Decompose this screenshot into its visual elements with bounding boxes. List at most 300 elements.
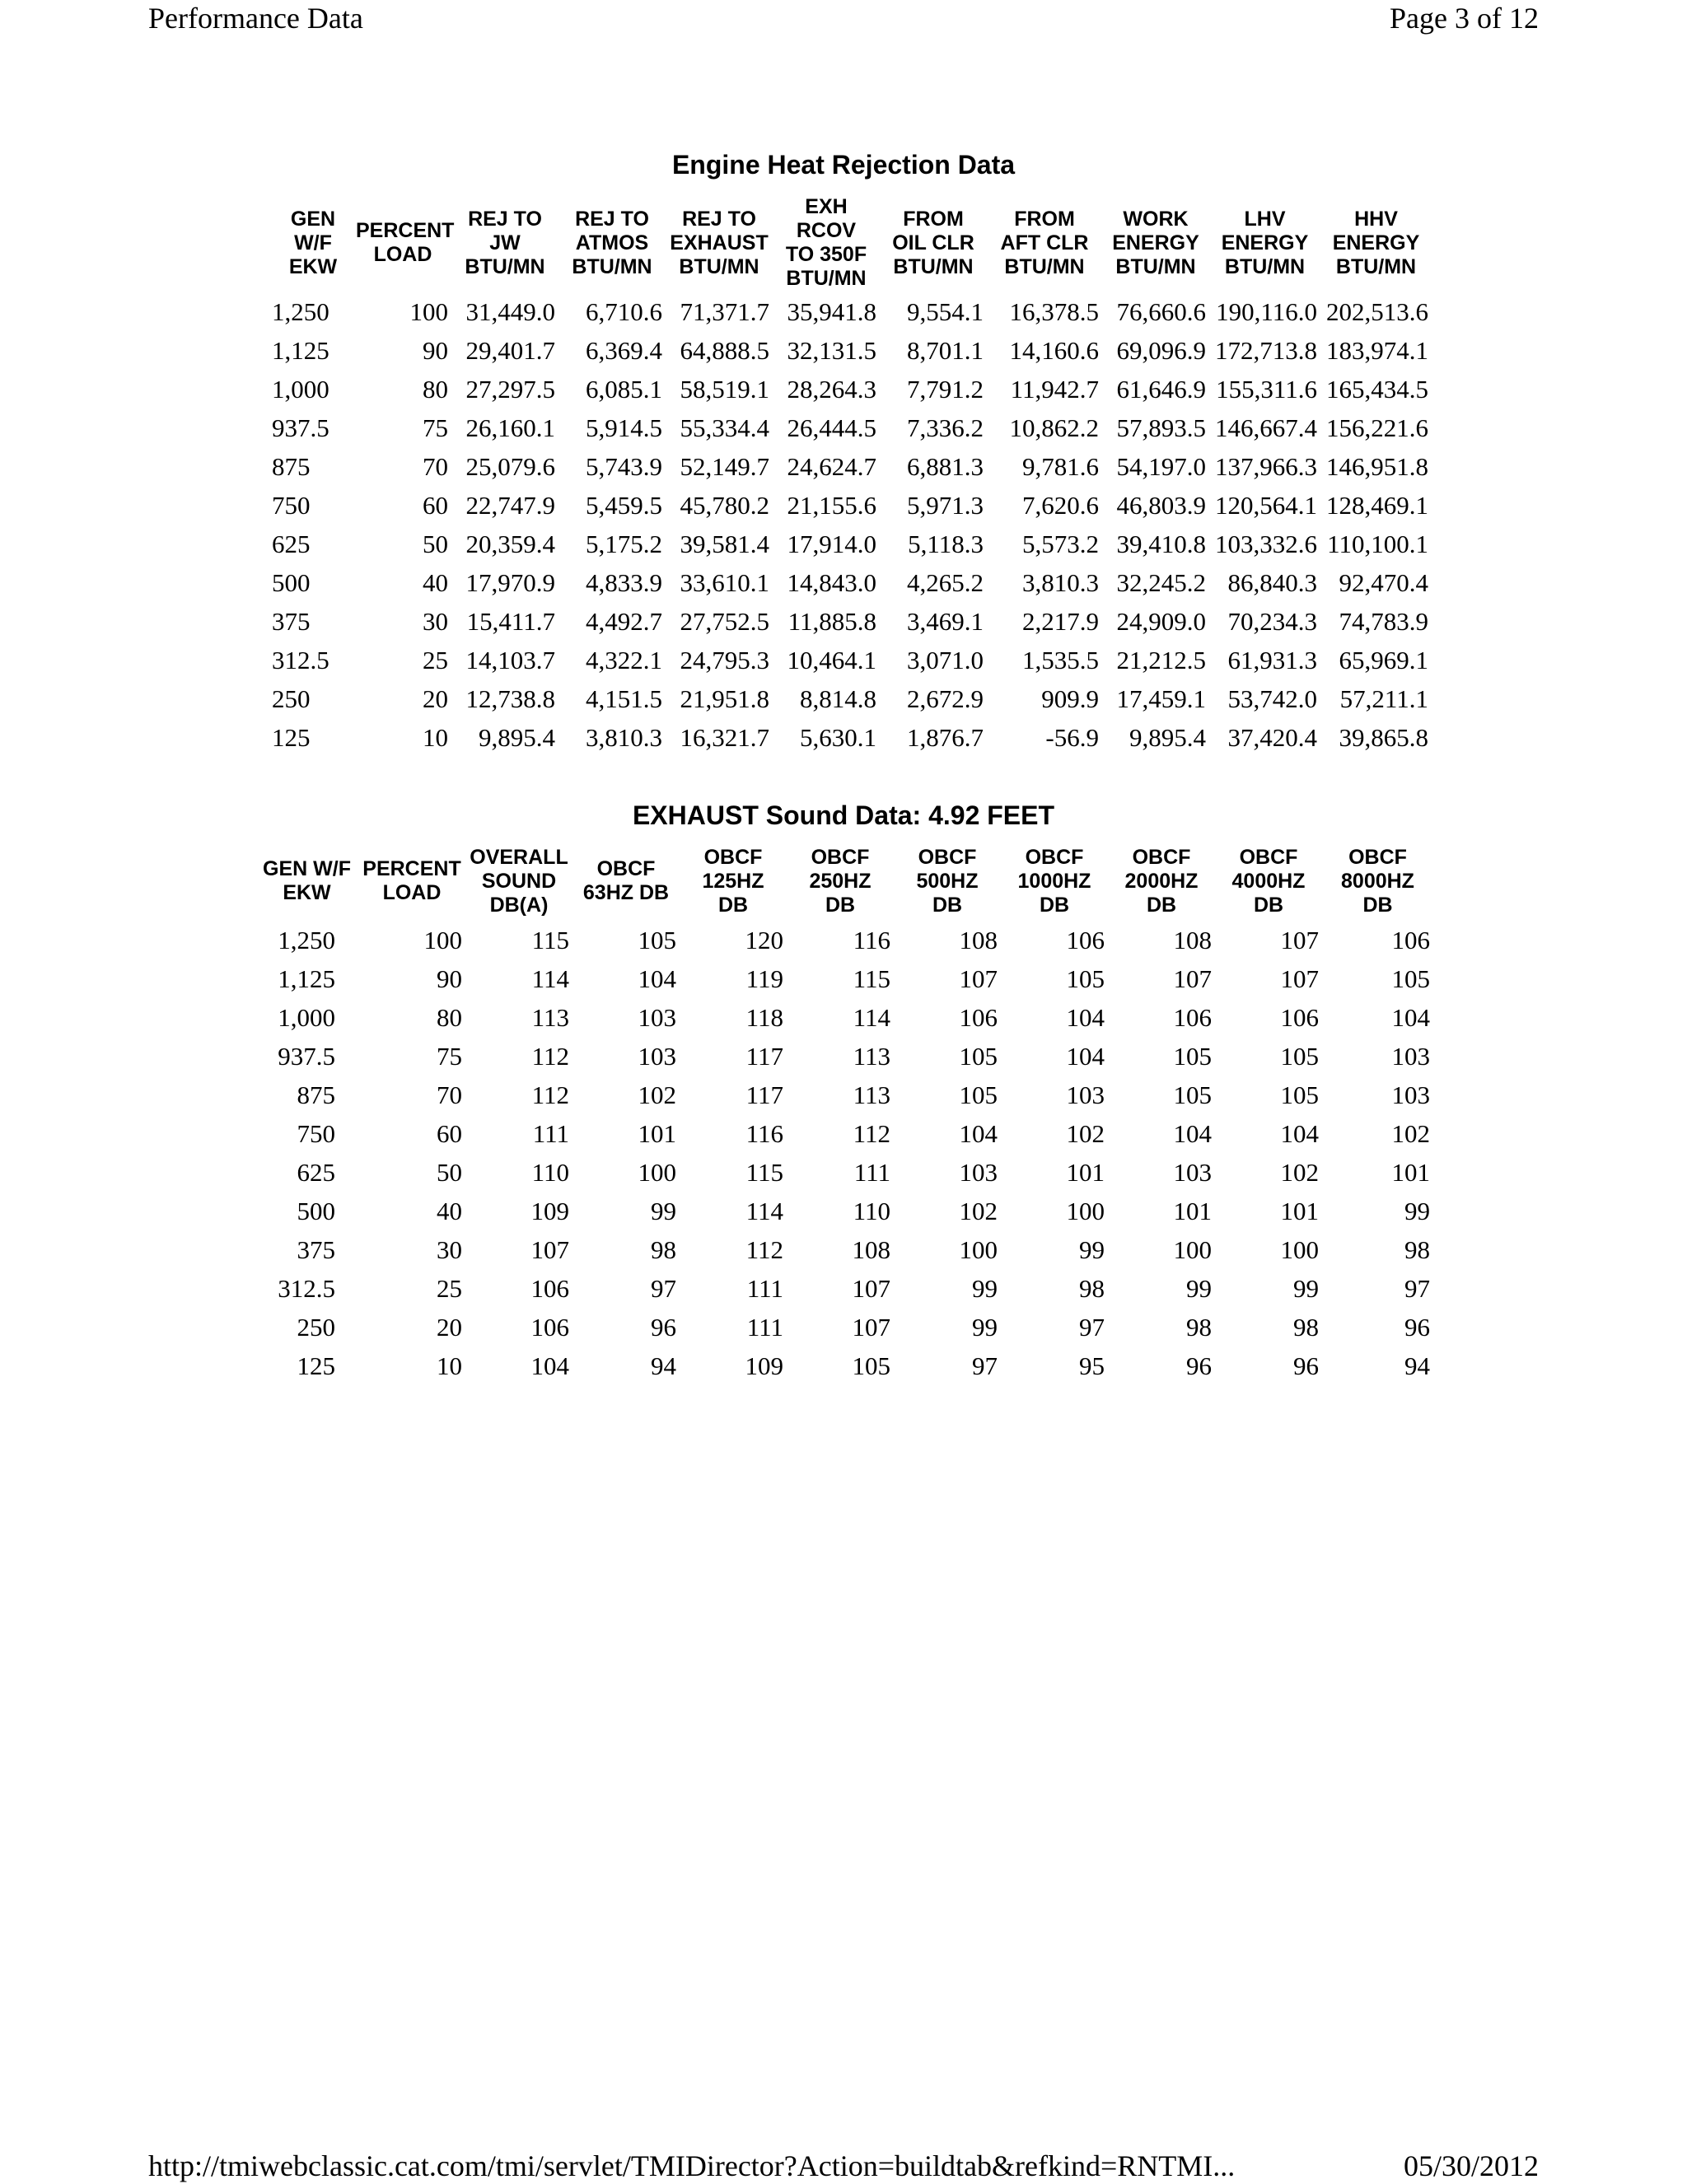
table-cell: 99 — [651, 1196, 676, 1225]
table-cell: 32,131.5 — [787, 335, 876, 365]
exhaust-sound-header-row — [255, 842, 1433, 921]
table-cell: 125 — [297, 1351, 335, 1380]
table-cell: 99 — [1293, 1273, 1319, 1303]
table-cell: 4,833.9 — [586, 567, 662, 597]
table-cell: 27,297.5 — [465, 374, 555, 404]
heat-rejection-title: Engine Heat Rejection Data — [671, 150, 1016, 180]
table-cell: 107 — [852, 1273, 890, 1303]
table-cell: 100 — [959, 1234, 998, 1264]
table-cell: 250 — [272, 684, 311, 713]
heat-rejection-column-header: FROM OIL CLR BTU/MN — [892, 207, 974, 278]
exhaust-sound-column-header: OBCF 63HZ DB — [582, 857, 670, 904]
table-cell: 2,217.9 — [1022, 606, 1099, 636]
table-cell: 183,974.1 — [1326, 335, 1428, 365]
table-row — [255, 959, 1433, 998]
table-cell: 98 — [1079, 1273, 1105, 1303]
table-cell: 22,747.9 — [465, 490, 555, 520]
table-cell: 112 — [853, 1118, 890, 1148]
table-cell: 9,895.4 — [479, 722, 555, 752]
exhaust-sound-column-header: OBCF 4000HZ DB — [1231, 845, 1306, 917]
table-cell: 6,710.6 — [586, 296, 662, 326]
exhaust-sound-column-header: OBCF 2000HZ DB — [1124, 845, 1199, 917]
table-cell: 109 — [745, 1351, 783, 1380]
table-cell: 117 — [745, 1080, 783, 1109]
table-cell: 94 — [651, 1351, 676, 1380]
table-cell: 312.5 — [272, 645, 329, 674]
table-row — [255, 921, 1433, 959]
table-cell: 107 — [530, 1234, 569, 1264]
table-cell: 25,079.6 — [465, 451, 555, 481]
table-cell: 65,969.1 — [1339, 645, 1428, 674]
table-cell: 40 — [437, 1196, 462, 1225]
table-cell: 97 — [1079, 1312, 1105, 1342]
table-cell: 106 — [530, 1273, 569, 1303]
table-cell: 105 — [1280, 1080, 1319, 1109]
table-cell: 14,160.6 — [1009, 335, 1099, 365]
table-cell: 108 — [959, 925, 998, 954]
table-cell: 3,071.0 — [907, 645, 984, 674]
table-cell: 106 — [530, 1312, 569, 1342]
table-cell: 70 — [437, 1080, 462, 1109]
table-cell: 8,814.8 — [800, 684, 876, 713]
table-cell: 57,211.1 — [1339, 684, 1428, 713]
table-cell: 100 — [1066, 1196, 1105, 1225]
table-cell: 39,410.8 — [1116, 529, 1206, 558]
table-row — [255, 998, 1433, 1037]
table-cell: 24,795.3 — [680, 645, 769, 674]
table-cell: 96 — [1404, 1312, 1430, 1342]
table-cell: 98 — [1293, 1312, 1319, 1342]
table-cell: 104 — [1280, 1118, 1319, 1148]
table-cell: 875 — [297, 1080, 335, 1109]
table-cell: 105 — [959, 1080, 998, 1109]
table-cell: 103 — [638, 1041, 676, 1071]
table-cell: 30 — [423, 606, 448, 636]
table-cell: 104 — [1391, 1002, 1430, 1032]
table-cell: 58,519.1 — [680, 374, 769, 404]
table-cell: 102 — [1280, 1157, 1319, 1187]
table-cell: 105 — [959, 1041, 998, 1071]
table-cell: 9,781.6 — [1022, 451, 1099, 481]
table-cell: 110 — [853, 1196, 890, 1225]
table-cell: 5,573.2 — [1022, 529, 1099, 558]
table-cell: 104 — [638, 964, 676, 993]
table-cell: 50 — [423, 529, 448, 558]
table-cell: 103 — [1173, 1157, 1212, 1187]
table-cell: 107 — [1173, 964, 1212, 993]
page-header-title: Performance Data — [148, 2, 363, 35]
table-cell: 116 — [853, 925, 890, 954]
table-cell: 50 — [437, 1157, 462, 1187]
table-cell: 10,464.1 — [787, 645, 876, 674]
footer-url-link[interactable]: http://tmiwebclassic.cat.com/tmi/servlet/TMIDirector?Action=buildtab&refkind=RNTMI... — [148, 2149, 1236, 2182]
exhaust-sound-column-header: OBCF 125HZ DB — [702, 845, 764, 917]
table-cell: 119 — [745, 964, 783, 993]
table-cell: 102 — [638, 1080, 676, 1109]
table-cell: 102 — [959, 1196, 998, 1225]
table-cell: 99 — [1079, 1234, 1105, 1264]
table-cell: 37,420.4 — [1227, 722, 1317, 752]
table-cell: 190,116.0 — [1216, 296, 1317, 326]
table-cell: 74,783.9 — [1339, 606, 1428, 636]
table-cell: 24,624.7 — [787, 451, 876, 481]
table-cell: 105 — [852, 1351, 890, 1380]
table-cell: 1,876.7 — [907, 722, 984, 752]
table-cell: 5,743.9 — [586, 451, 662, 481]
table-cell: 104 — [1066, 1041, 1105, 1071]
table-cell: 5,118.3 — [908, 529, 984, 558]
table-cell: 109 — [530, 1196, 569, 1225]
table-cell: 53,742.0 — [1227, 684, 1317, 713]
table-cell: 99 — [972, 1312, 998, 1342]
table-cell: 31,449.0 — [465, 296, 555, 326]
table-cell: 90 — [437, 964, 462, 993]
table-cell: 101 — [1173, 1196, 1212, 1225]
table-cell: 80 — [437, 1002, 462, 1032]
table-cell: 60 — [423, 490, 448, 520]
exhaust-sound-column-header: OBCF 250HZ DB — [809, 845, 872, 917]
table-row — [272, 486, 1432, 525]
exhaust-sound-column-header: OVERALL SOUND DB(A) — [470, 845, 568, 917]
table-cell: 102 — [1391, 1118, 1430, 1148]
table-cell: 95 — [1079, 1351, 1105, 1380]
table-cell: 16,321.7 — [680, 722, 769, 752]
table-cell: 115 — [745, 1157, 783, 1187]
table-cell: 92,470.4 — [1339, 567, 1428, 597]
table-cell: 8,701.1 — [907, 335, 984, 365]
table-cell: 61,646.9 — [1116, 374, 1206, 404]
table-row — [255, 1192, 1433, 1230]
table-cell: 625 — [297, 1157, 335, 1187]
table-cell: 39,581.4 — [680, 529, 769, 558]
table-row — [272, 447, 1432, 486]
heat-rejection-body — [272, 292, 1432, 757]
table-cell: 86,840.3 — [1227, 567, 1317, 597]
table-row — [255, 1153, 1433, 1192]
table-cell: 112 — [745, 1234, 783, 1264]
table-cell: 45,780.2 — [680, 490, 769, 520]
table-cell: 101 — [638, 1118, 676, 1148]
table-cell: 5,630.1 — [800, 722, 876, 752]
table-cell: 6,369.4 — [586, 335, 662, 365]
table-cell: 75 — [437, 1041, 462, 1071]
table-cell: 3,810.3 — [586, 722, 662, 752]
table-cell: 10,862.2 — [1009, 413, 1099, 442]
table-row — [272, 408, 1432, 447]
table-cell: 105 — [1173, 1041, 1212, 1071]
table-cell: 25 — [437, 1273, 462, 1303]
table-cell: 70,234.3 — [1227, 606, 1317, 636]
table-cell: 54,197.0 — [1116, 451, 1206, 481]
table-cell: 20,359.4 — [465, 529, 555, 558]
table-cell: 116 — [745, 1118, 783, 1148]
exhaust-sound-table — [255, 842, 1433, 1385]
table-cell: 105 — [638, 925, 676, 954]
table-cell: 107 — [852, 1312, 890, 1342]
table-row — [255, 1346, 1433, 1385]
table-cell: 40 — [423, 567, 448, 597]
table-cell: 165,434.5 — [1326, 374, 1428, 404]
table-cell: 146,951.8 — [1326, 451, 1428, 481]
table-cell: 60 — [437, 1118, 462, 1148]
table-row — [255, 1308, 1433, 1346]
heat-rejection-column-header: REJ TO EXHAUST BTU/MN — [670, 207, 769, 278]
table-cell: 6,085.1 — [586, 374, 662, 404]
table-cell: 108 — [1173, 925, 1212, 954]
table-cell: 120 — [745, 925, 783, 954]
table-cell: 100 — [1280, 1234, 1319, 1264]
table-cell: 137,966.3 — [1215, 451, 1317, 481]
table-cell: 115 — [853, 964, 890, 993]
heat-rejection-table — [272, 194, 1432, 757]
table-cell: 104 — [1173, 1118, 1212, 1148]
heat-rejection-column-header: WORK ENERGY BTU/MN — [1112, 207, 1199, 278]
table-cell: 96 — [1293, 1351, 1319, 1380]
table-cell: 103 — [1391, 1041, 1430, 1071]
exhaust-sound-column-header: PERCENT LOAD — [362, 857, 461, 904]
table-cell: 250 — [297, 1312, 335, 1342]
table-cell: 24,909.0 — [1116, 606, 1206, 636]
table-row — [272, 292, 1432, 331]
table-cell: 113 — [853, 1041, 890, 1071]
exhaust-sound-column-header: OBCF 500HZ DB — [916, 845, 979, 917]
exhaust-sound-body — [255, 921, 1433, 1385]
table-cell: 57,893.5 — [1116, 413, 1206, 442]
table-cell: 6,881.3 — [907, 451, 984, 481]
exhaust-sound-column-header: GEN W/F EKW — [263, 857, 351, 904]
table-cell: 98 — [1186, 1312, 1212, 1342]
table-cell: 30 — [437, 1234, 462, 1264]
table-cell: 2,672.9 — [907, 684, 984, 713]
heat-rejection-column-header: FROM AFT CLR BTU/MN — [1000, 207, 1089, 278]
table-cell: 100 — [638, 1157, 676, 1187]
table-cell: 106 — [1391, 925, 1430, 954]
table-cell: 114 — [745, 1196, 783, 1225]
heat-rejection-header-row — [272, 194, 1432, 292]
table-cell: 90 — [423, 335, 448, 365]
table-cell: 5,971.3 — [907, 490, 984, 520]
table-cell: 96 — [1186, 1351, 1212, 1380]
table-row — [255, 1230, 1433, 1269]
table-row — [272, 679, 1432, 718]
table-cell: 105 — [1066, 964, 1105, 993]
table-cell: 1,535.5 — [1022, 645, 1099, 674]
table-cell: 4,322.1 — [586, 645, 662, 674]
table-cell: 20 — [423, 684, 448, 713]
table-cell: 909.9 — [1041, 684, 1099, 713]
table-cell: 100 — [409, 296, 448, 326]
table-cell: 11,885.8 — [787, 606, 876, 636]
table-cell: 21,951.8 — [680, 684, 769, 713]
table-cell: 33,610.1 — [680, 567, 769, 597]
table-cell: -56.9 — [1045, 722, 1099, 752]
table-cell: 3,469.1 — [907, 606, 984, 636]
table-cell: 4,492.7 — [586, 606, 662, 636]
table-cell: 101 — [1280, 1196, 1319, 1225]
table-cell: 3,810.3 — [1022, 567, 1099, 597]
table-cell: 106 — [1280, 1002, 1319, 1032]
table-cell: 17,914.0 — [787, 529, 876, 558]
table-cell: 32,245.2 — [1116, 567, 1206, 597]
table-cell: 103 — [959, 1157, 998, 1187]
table-cell: 128,469.1 — [1326, 490, 1428, 520]
table-cell: 7,620.6 — [1022, 490, 1099, 520]
table-row — [272, 525, 1432, 563]
table-cell: 937.5 — [272, 413, 329, 442]
table-cell: 1,125 — [278, 964, 335, 993]
table-cell: 115 — [531, 925, 569, 954]
table-cell: 750 — [272, 490, 311, 520]
table-cell: 17,970.9 — [465, 567, 555, 597]
exhaust-sound-column-header: OBCF 8000HZ DB — [1341, 845, 1414, 917]
table-cell: 1,000 — [278, 1002, 335, 1032]
table-cell: 1,125 — [272, 335, 329, 365]
table-cell: 10 — [423, 722, 448, 752]
table-cell: 70 — [423, 451, 448, 481]
table-cell: 105 — [1280, 1041, 1319, 1071]
table-cell: 104 — [530, 1351, 569, 1380]
table-cell: 76,660.6 — [1116, 296, 1206, 326]
table-cell: 80 — [423, 374, 448, 404]
heat-rejection-column-header: GEN W/F EKW — [288, 207, 338, 278]
table-cell: 69,096.9 — [1116, 335, 1206, 365]
table-cell: 875 — [272, 451, 311, 481]
table-row — [272, 563, 1432, 602]
table-cell: 112 — [531, 1080, 569, 1109]
table-cell: 96 — [651, 1312, 676, 1342]
table-cell: 27,752.5 — [680, 606, 769, 636]
table-cell: 107 — [959, 964, 998, 993]
table-row — [255, 1114, 1433, 1153]
heat-rejection-column-header: REJ TO ATMOS BTU/MN — [572, 207, 652, 278]
table-row — [255, 1269, 1433, 1308]
table-cell: 172,713.8 — [1215, 335, 1317, 365]
table-cell: 114 — [853, 1002, 890, 1032]
table-cell: 500 — [272, 567, 311, 597]
table-cell: 71,371.7 — [680, 296, 769, 326]
table-cell: 35,941.8 — [787, 296, 876, 326]
table-cell: 125 — [272, 722, 311, 752]
table-cell: 120,564.1 — [1215, 490, 1317, 520]
table-cell: 97 — [651, 1273, 676, 1303]
table-cell: 17,459.1 — [1116, 684, 1206, 713]
table-row — [272, 641, 1432, 679]
table-cell: 94 — [1404, 1351, 1430, 1380]
table-cell: 39,865.8 — [1339, 722, 1428, 752]
heat-rejection-column-header: PERCENT LOAD — [356, 219, 455, 266]
page-number: Page 3 of 12 — [1390, 2, 1539, 35]
table-cell: 103 — [1391, 1080, 1430, 1109]
table-cell: 375 — [297, 1234, 335, 1264]
table-cell: 105 — [1173, 1080, 1212, 1109]
table-cell: 111 — [746, 1312, 783, 1342]
table-cell: 937.5 — [278, 1041, 335, 1071]
table-cell: 75 — [423, 413, 448, 442]
table-cell: 102 — [1066, 1118, 1105, 1148]
table-row — [255, 1037, 1433, 1076]
table-cell: 202,513.6 — [1326, 296, 1428, 326]
table-cell: 500 — [297, 1196, 335, 1225]
table-cell: 110,100.1 — [1327, 529, 1428, 558]
table-cell: 110 — [531, 1157, 569, 1187]
table-row — [272, 370, 1432, 408]
table-row — [272, 331, 1432, 370]
footer-date: 05/30/2012 — [1403, 2149, 1539, 2182]
table-cell: 101 — [1066, 1157, 1105, 1187]
table-cell: 46,803.9 — [1116, 490, 1206, 520]
table-cell: 103 — [638, 1002, 676, 1032]
table-cell: 9,895.4 — [1129, 722, 1206, 752]
table-cell: 29,401.7 — [465, 335, 555, 365]
table-cell: 103,332.6 — [1215, 529, 1317, 558]
table-cell: 52,149.7 — [680, 451, 769, 481]
table-cell: 16,378.5 — [1009, 296, 1099, 326]
table-cell: 312.5 — [278, 1273, 335, 1303]
table-cell: 26,160.1 — [465, 413, 555, 442]
table-cell: 156,221.6 — [1326, 413, 1428, 442]
table-cell: 100 — [1173, 1234, 1212, 1264]
table-cell: 103 — [1066, 1080, 1105, 1109]
table-cell: 5,914.5 — [586, 413, 662, 442]
table-cell: 111 — [746, 1273, 783, 1303]
heat-rejection-column-header: EXH RCOV TO 350F BTU/MN — [785, 195, 867, 290]
table-row — [255, 1076, 1433, 1114]
table-cell: 15,411.7 — [466, 606, 555, 636]
heat-rejection-column-header: REJ TO JW BTU/MN — [465, 207, 545, 278]
table-cell: 104 — [1066, 1002, 1105, 1032]
table-cell: 12,738.8 — [465, 684, 555, 713]
table-cell: 99 — [972, 1273, 998, 1303]
table-cell: 97 — [1404, 1273, 1430, 1303]
table-cell: 21,155.6 — [787, 490, 876, 520]
table-cell: 100 — [423, 925, 462, 954]
table-cell: 97 — [972, 1351, 998, 1380]
table-cell: 4,265.2 — [907, 567, 984, 597]
table-cell: 146,667.4 — [1215, 413, 1317, 442]
table-cell: 9,554.1 — [907, 296, 984, 326]
table-cell: 98 — [651, 1234, 676, 1264]
table-cell: 14,103.7 — [465, 645, 555, 674]
table-row — [272, 602, 1432, 641]
table-cell: 105 — [1391, 964, 1430, 993]
exhaust-sound-title: EXHAUST Sound Data: 4.92 FEET — [632, 800, 1055, 830]
table-cell: 114 — [531, 964, 569, 993]
heat-rejection-column-header: LHV ENERGY BTU/MN — [1221, 207, 1309, 278]
table-cell: 5,459.5 — [586, 490, 662, 520]
table-cell: 28,264.3 — [787, 374, 876, 404]
table-cell: 106 — [1066, 925, 1105, 954]
table-cell: 117 — [745, 1041, 783, 1071]
table-cell: 10 — [437, 1351, 462, 1380]
table-cell: 1,000 — [272, 374, 329, 404]
table-cell: 55,334.4 — [680, 413, 769, 442]
table-cell: 21,212.5 — [1116, 645, 1206, 674]
table-cell: 113 — [853, 1080, 890, 1109]
table-cell: 107 — [1280, 964, 1319, 993]
table-cell: 99 — [1186, 1273, 1212, 1303]
table-cell: 750 — [297, 1118, 335, 1148]
table-cell: 118 — [745, 1002, 783, 1032]
table-cell: 25 — [423, 645, 448, 674]
table-cell: 104 — [959, 1118, 998, 1148]
table-cell: 112 — [531, 1041, 569, 1071]
table-cell: 101 — [1391, 1157, 1430, 1187]
table-cell: 20 — [437, 1312, 462, 1342]
table-cell: 106 — [1173, 1002, 1212, 1032]
table-cell: 64,888.5 — [680, 335, 769, 365]
exhaust-sound-column-header: OBCF 1000HZ DB — [1017, 845, 1091, 917]
table-cell: 5,175.2 — [586, 529, 662, 558]
